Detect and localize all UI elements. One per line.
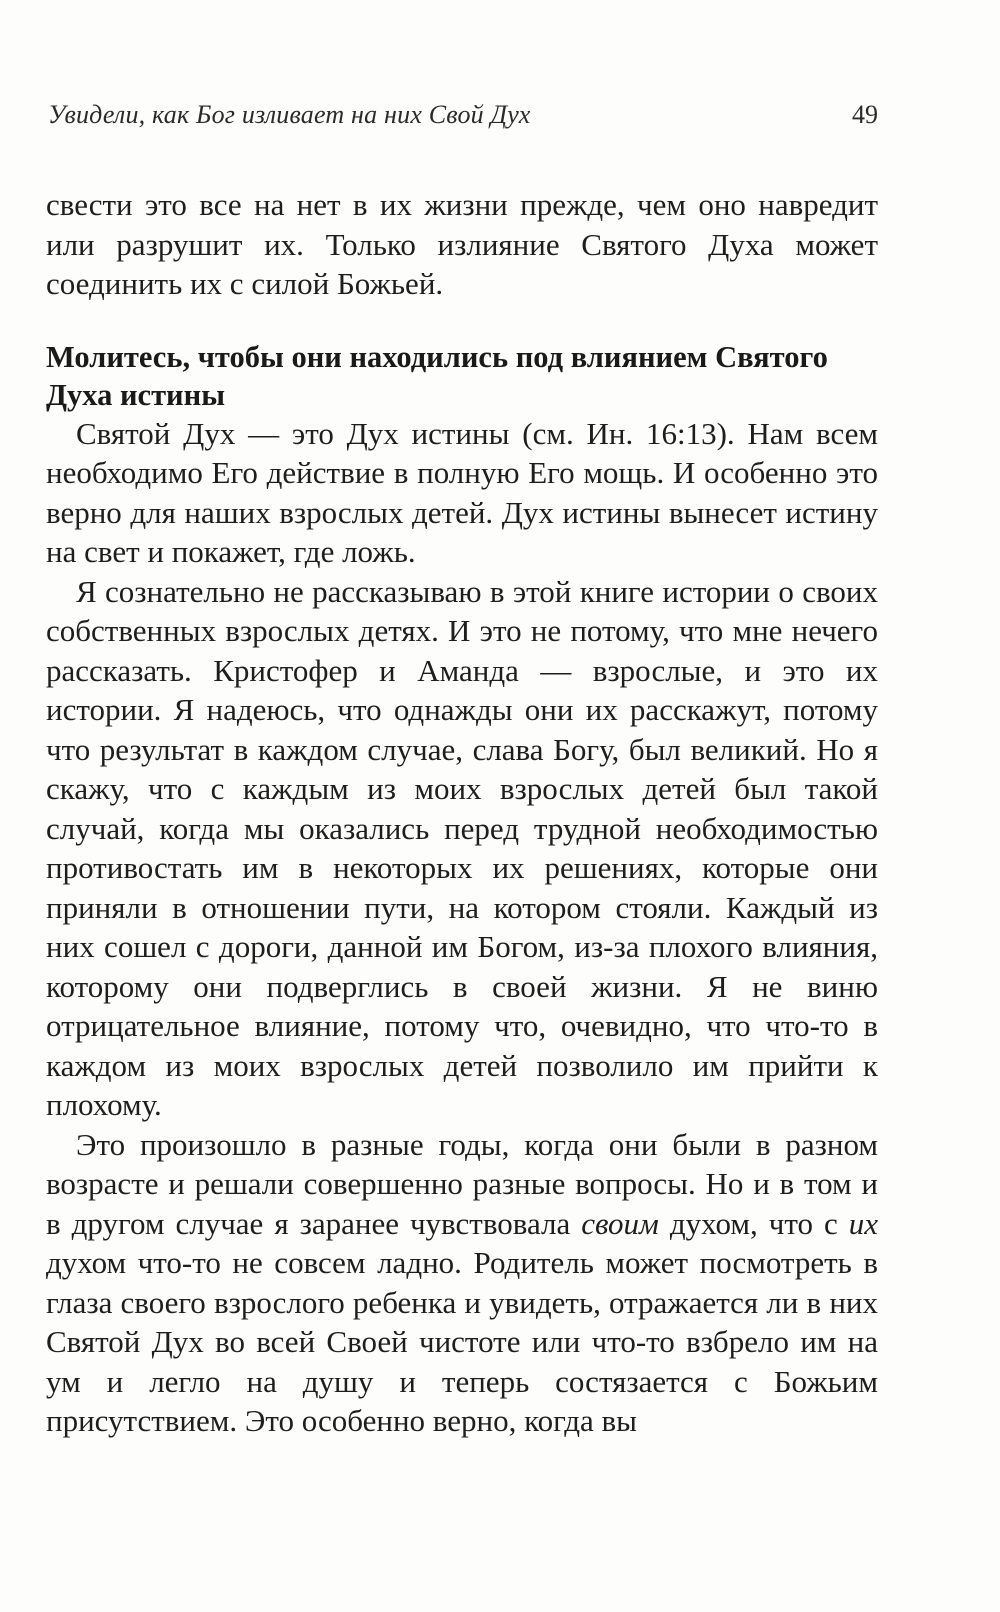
paragraph-2: Я сознательно не рассказываю в этой книге истории о своих собственных взрослых детях. И это не потому, что мне нечего рассказать. Кристофер и Аманда — взрослые, и это их истории. Я надеюсь, что однажды они их расскажут, потому что результат в каждом случае, слава Богу, был великий. Но я скажу, что с каждым из моих взрослых детей был такой случай, когда мы оказались перед трудной необходимостью противостать им в некоторых их решениях, которые они приняли в отношении пути, на котором стояли. Каждый из них сошел с дороги, данной им Богом, из-за плохого влияния, которому они подверглись в своей жизни. Я не виню отрицательное влияние, потому что, очевидно, что что-то в каждом из моих взрослых детей позволило им прийти к плохому.	[46, 573, 878, 1122]
paragraph-3-part-1: Это произошло в разные годы, когда они были в разном возрасте и решали совершенно разные вопросы. Но и в том и в другом случае я заранее чувствовала	[46, 1126, 878, 1241]
running-head	[48, 100, 878, 140]
paragraph-1: Святой Дух — это Дух истины (см. Ин. 16:13). Нам всем необходимо Его действие в полную Его мощь. И особенно это верно для наших взрослых детей. Дух истины вынесет истину на свет и покажет, где ложь.	[46, 415, 878, 569]
paragraph-3-emphasis-1: своим	[581, 1205, 659, 1241]
section-heading: Молитесь, чтобы они находились под влиянием Святого Духа истины	[46, 339, 828, 412]
paragraph-3	[46, 1125, 878, 1441]
continued-paragraph: свести это все на нет в их жизни прежде, чем оно навредит или разрушит их. Только излияние Святого Духа может соединить их с силой Божьей.	[46, 187, 878, 301]
body-text	[46, 185, 878, 1441]
running-title: Увидели, как Бог изливает на них Свой Дух	[48, 100, 531, 129]
paragraph-3-part-3: духом что-то не совсем ладно. Родитель может посмотреть в глаза своего взрослого ребенка и увидеть, отражается ли в них Святой Дух во всей Своей чистоте или что-то взбрело им на ум и легло на душу и теперь состязается с Божьим присутствием. Это особенно верно, когда вы	[46, 1245, 878, 1438]
page-number: 49	[852, 100, 878, 129]
paragraph-3-emphasis-2: их	[848, 1205, 878, 1241]
paragraph-3-part-2: духом, что с	[658, 1205, 849, 1241]
